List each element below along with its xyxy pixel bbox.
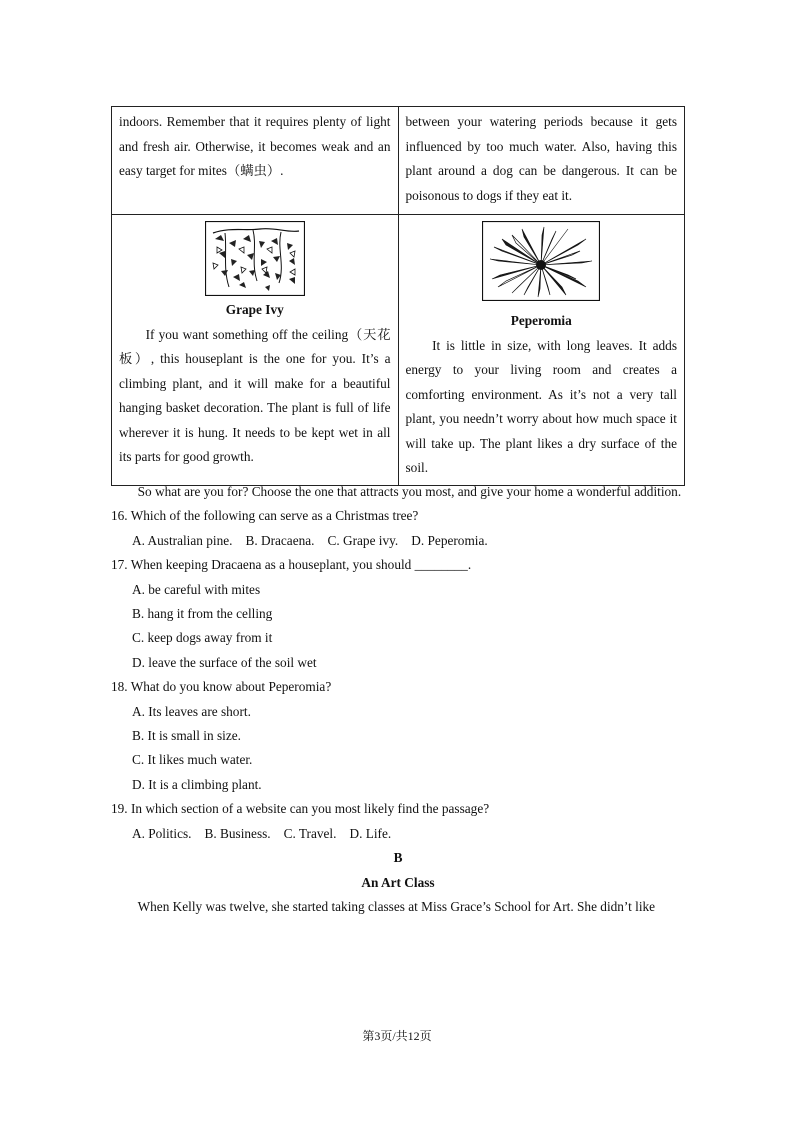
question-17 bbox=[111, 553, 685, 675]
option-d: D. Life. bbox=[349, 825, 392, 841]
option-b: B. Dracaena. bbox=[245, 532, 315, 548]
peperomia-picture bbox=[482, 221, 600, 301]
table-row bbox=[112, 107, 685, 215]
question-19 bbox=[111, 797, 685, 846]
option-c: C. It likes much water. bbox=[132, 752, 253, 768]
peperomia-illustration bbox=[406, 221, 678, 301]
option-b: B. Business. bbox=[204, 825, 271, 841]
page-footer: 第3页/共12页 bbox=[362, 1029, 432, 1043]
option-c: C. Travel. bbox=[283, 825, 337, 841]
question-stem: 16. Which of the following can serve as a Christmas tree? bbox=[111, 508, 419, 524]
plant-table bbox=[111, 106, 685, 486]
section-title: An Art Class bbox=[361, 874, 435, 890]
option-list bbox=[111, 529, 685, 553]
question-stem: 17. When keeping Dracaena as a houseplant, you should ________. bbox=[111, 557, 472, 573]
option-c: C. keep dogs away from it bbox=[132, 630, 273, 646]
question-16 bbox=[111, 504, 685, 553]
grape-ivy-illustration bbox=[119, 221, 391, 296]
section-letter: B bbox=[393, 850, 403, 866]
option-a: A. Its leaves are short. bbox=[132, 703, 251, 719]
plant-name-peperomia: Peperomia bbox=[510, 313, 572, 328]
grape-ivy-picture bbox=[205, 221, 305, 296]
questions-section bbox=[111, 480, 685, 919]
grape-ivy-description: If you want something off the ceiling（天花板）, this houseplant is the one for you. It’s a climbing plant, and it will make for a beautiful hanging basket decoration. The plant is full of life wherever it is hung. It needs to be kept wet in all its parts for good growth. bbox=[119, 326, 391, 464]
option-a: A. Australian pine. bbox=[132, 532, 233, 548]
peperomia-description: It is little in size, with long leaves. It adds energy to your living room and creates a comforting environment. As it’s not a very tall plant, you needn’t worry about how much space it will take up. The plant likes a dry surface of the soil. bbox=[405, 337, 677, 475]
dracaena-cell-continued bbox=[112, 107, 399, 215]
option-d: D. leave the surface of the soil wet bbox=[132, 654, 317, 670]
option-list bbox=[111, 822, 685, 846]
option-a: A. Politics. bbox=[132, 825, 192, 841]
question-stem: 18. What do you know about Peperomia? bbox=[111, 679, 332, 695]
cell-text: between your watering periods because it gets influenced by too much water. Also, having this plant around a dog can be dangerous. It can be poisonous to dogs if they eat it. bbox=[405, 114, 677, 203]
plant-cell-continued bbox=[398, 107, 685, 215]
closing-paragraph: So what are you for? Choose the one that attracts you most, and give your home a wonderful addition. bbox=[137, 484, 682, 499]
grape-ivy-cell bbox=[112, 215, 399, 486]
option-a: A. be careful with mites bbox=[132, 581, 261, 597]
question-stem: 19. In which section of a website can you most likely find the passage? bbox=[111, 801, 490, 817]
question-18 bbox=[111, 675, 685, 797]
plant-name-grape-ivy: Grape Ivy bbox=[225, 302, 284, 317]
table-row bbox=[112, 215, 685, 486]
peperomia-cell bbox=[398, 215, 685, 486]
option-b: B. hang it from the celling bbox=[132, 606, 273, 622]
section-b-first-line: When Kelly was twelve, she started taking classes at Miss Grace’s School for Art. She didn’t like bbox=[137, 898, 656, 914]
option-d: D. Peperomia. bbox=[411, 532, 488, 548]
option-c: C. Grape ivy. bbox=[327, 532, 399, 548]
option-b: B. It is small in size. bbox=[132, 728, 241, 744]
option-d: D. It is a climbing plant. bbox=[132, 776, 262, 792]
cell-text: indoors. Remember that it requires plenty of light and fresh air. Otherwise, it becomes weak and an easy target for mites（螨虫）. bbox=[119, 114, 391, 178]
